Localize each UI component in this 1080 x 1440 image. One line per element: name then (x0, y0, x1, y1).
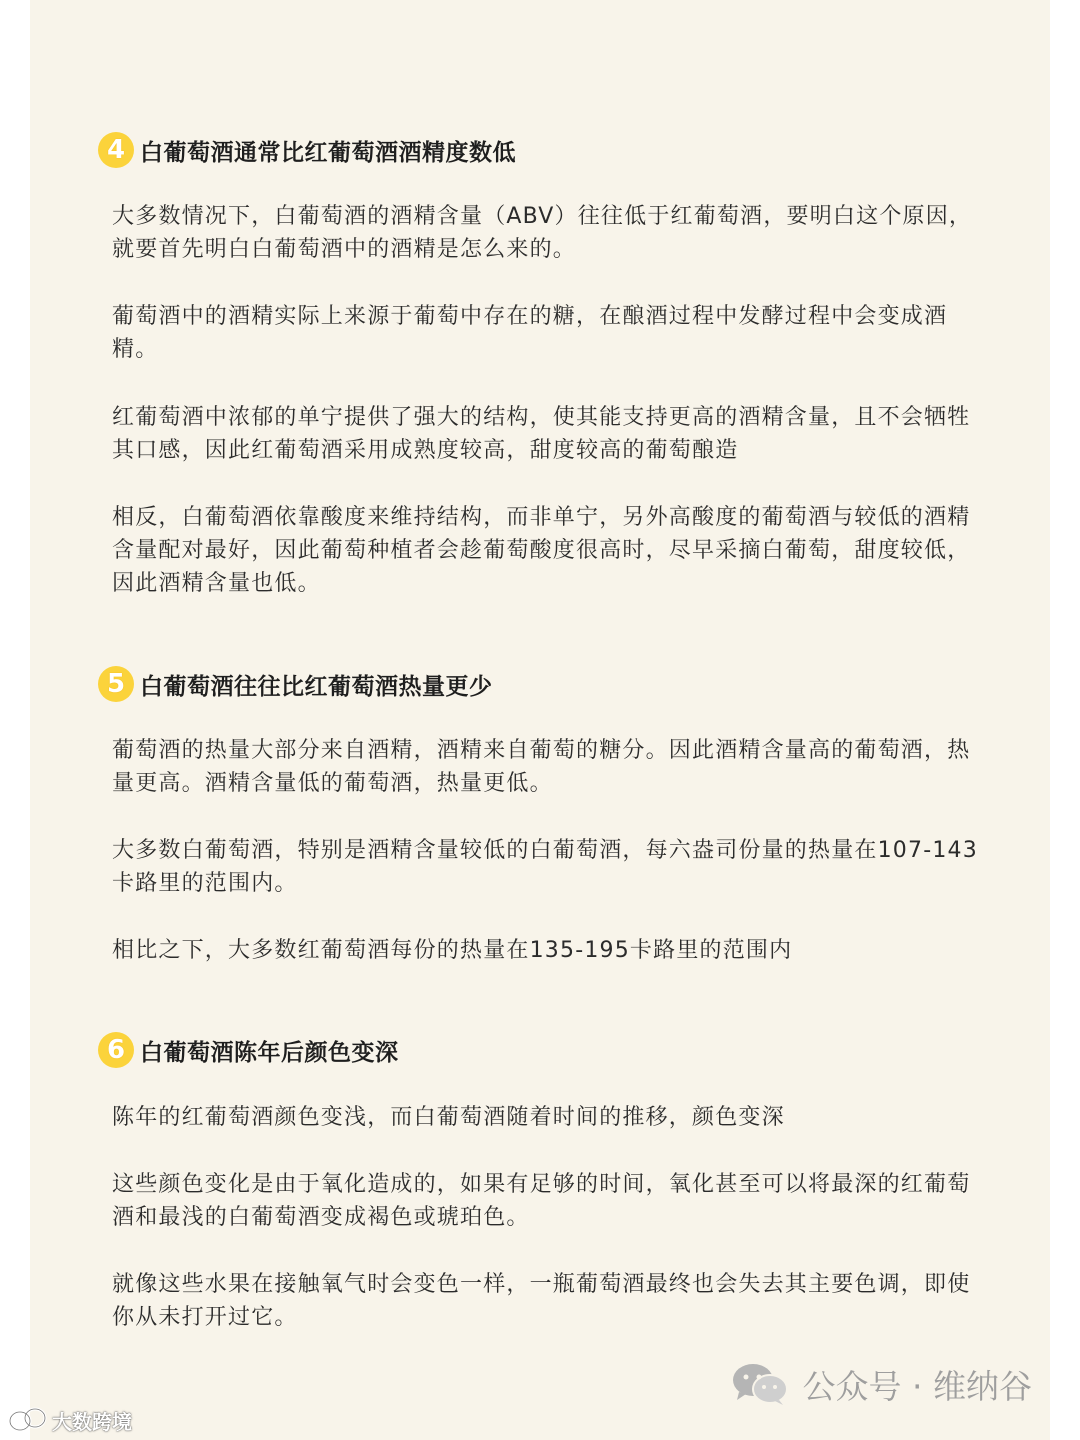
section-heading-6 (98, 1030, 399, 1070)
section-title: 白葡萄酒通常比红葡萄酒酒精度数低 (140, 139, 516, 166)
article-card (30, 0, 1050, 1440)
paragraph: 大多数情况下，白葡萄酒的酒精含量（ABV）往往低于红葡萄酒，要明白这个原因，就要首先明白白葡萄酒中的酒精是怎么来的。 (112, 204, 973, 262)
section-title: 白葡萄酒陈年后颜色变深 (140, 1039, 399, 1066)
paragraph: 葡萄酒的热量大部分来自酒精，酒精来自葡萄的糖分。因此酒精含量高的葡萄酒，热量更高。酒精含量低的葡萄酒，热量更低。 (112, 738, 971, 796)
section-number: 4 (106, 135, 126, 165)
watermark-text: 大数跨境 (52, 1409, 132, 1434)
number-badge-4 (98, 132, 134, 168)
number-badge-5 (98, 666, 134, 702)
account-footer (731, 1360, 1032, 1408)
number-badge-6 (98, 1032, 134, 1068)
section-title: 白葡萄酒往往比红葡萄酒热量更少 (140, 673, 493, 700)
paragraph: 大多数白葡萄酒，特别是酒精含量较低的白葡萄酒，每六盎司份量的热量在107-143卡路里的范围内。 (112, 838, 978, 896)
paragraph: 葡萄酒中的酒精实际上来源于葡萄中存在的糖，在酿酒过程中发酵过程中会变成酒精。 (112, 304, 948, 362)
logo-icon (8, 1407, 48, 1433)
watermark (8, 1402, 132, 1438)
section-heading-4 (98, 130, 516, 170)
account-name: 公众号 · 维纳谷 (802, 1366, 1032, 1406)
section-number: 5 (106, 669, 126, 699)
paragraph: 就像这些水果在接触氧气时会变色一样，一瓶葡萄酒最终也会失去其主要色调，即使你从未打开过它。 (112, 1272, 971, 1330)
wechat-icon (731, 1362, 789, 1406)
paragraph: 相比之下，大多数红葡萄酒每份的热量在135-195卡路里的范围内 (112, 938, 793, 963)
section-heading-5 (98, 664, 493, 704)
paragraph: 这些颜色变化是由于氧化造成的，如果有足够的时间，氧化甚至可以将最深的红葡萄酒和最浅的白葡萄酒变成褐色或琥珀色。 (112, 1172, 971, 1230)
section-number: 6 (106, 1035, 126, 1065)
paragraph: 相反，白葡萄酒依靠酸度来维持结构，而非单宁，另外高酸度的葡萄酒与较低的酒精含量配对最好，因此葡萄种植者会趁葡萄酸度很高时，尽早采摘白葡萄，甜度较低，因此酒精含量也低。 (112, 505, 971, 596)
paragraph: 红葡萄酒中浓郁的单宁提供了强大的结构，使其能支持更高的酒精含量，且不会牺牲其口感，因此红葡萄酒采用成熟度较高，甜度较高的葡萄酿造 (112, 405, 971, 463)
paragraph: 陈年的红葡萄酒颜色变浅，而白葡萄酒随着时间的推移，颜色变深 (112, 1105, 785, 1130)
